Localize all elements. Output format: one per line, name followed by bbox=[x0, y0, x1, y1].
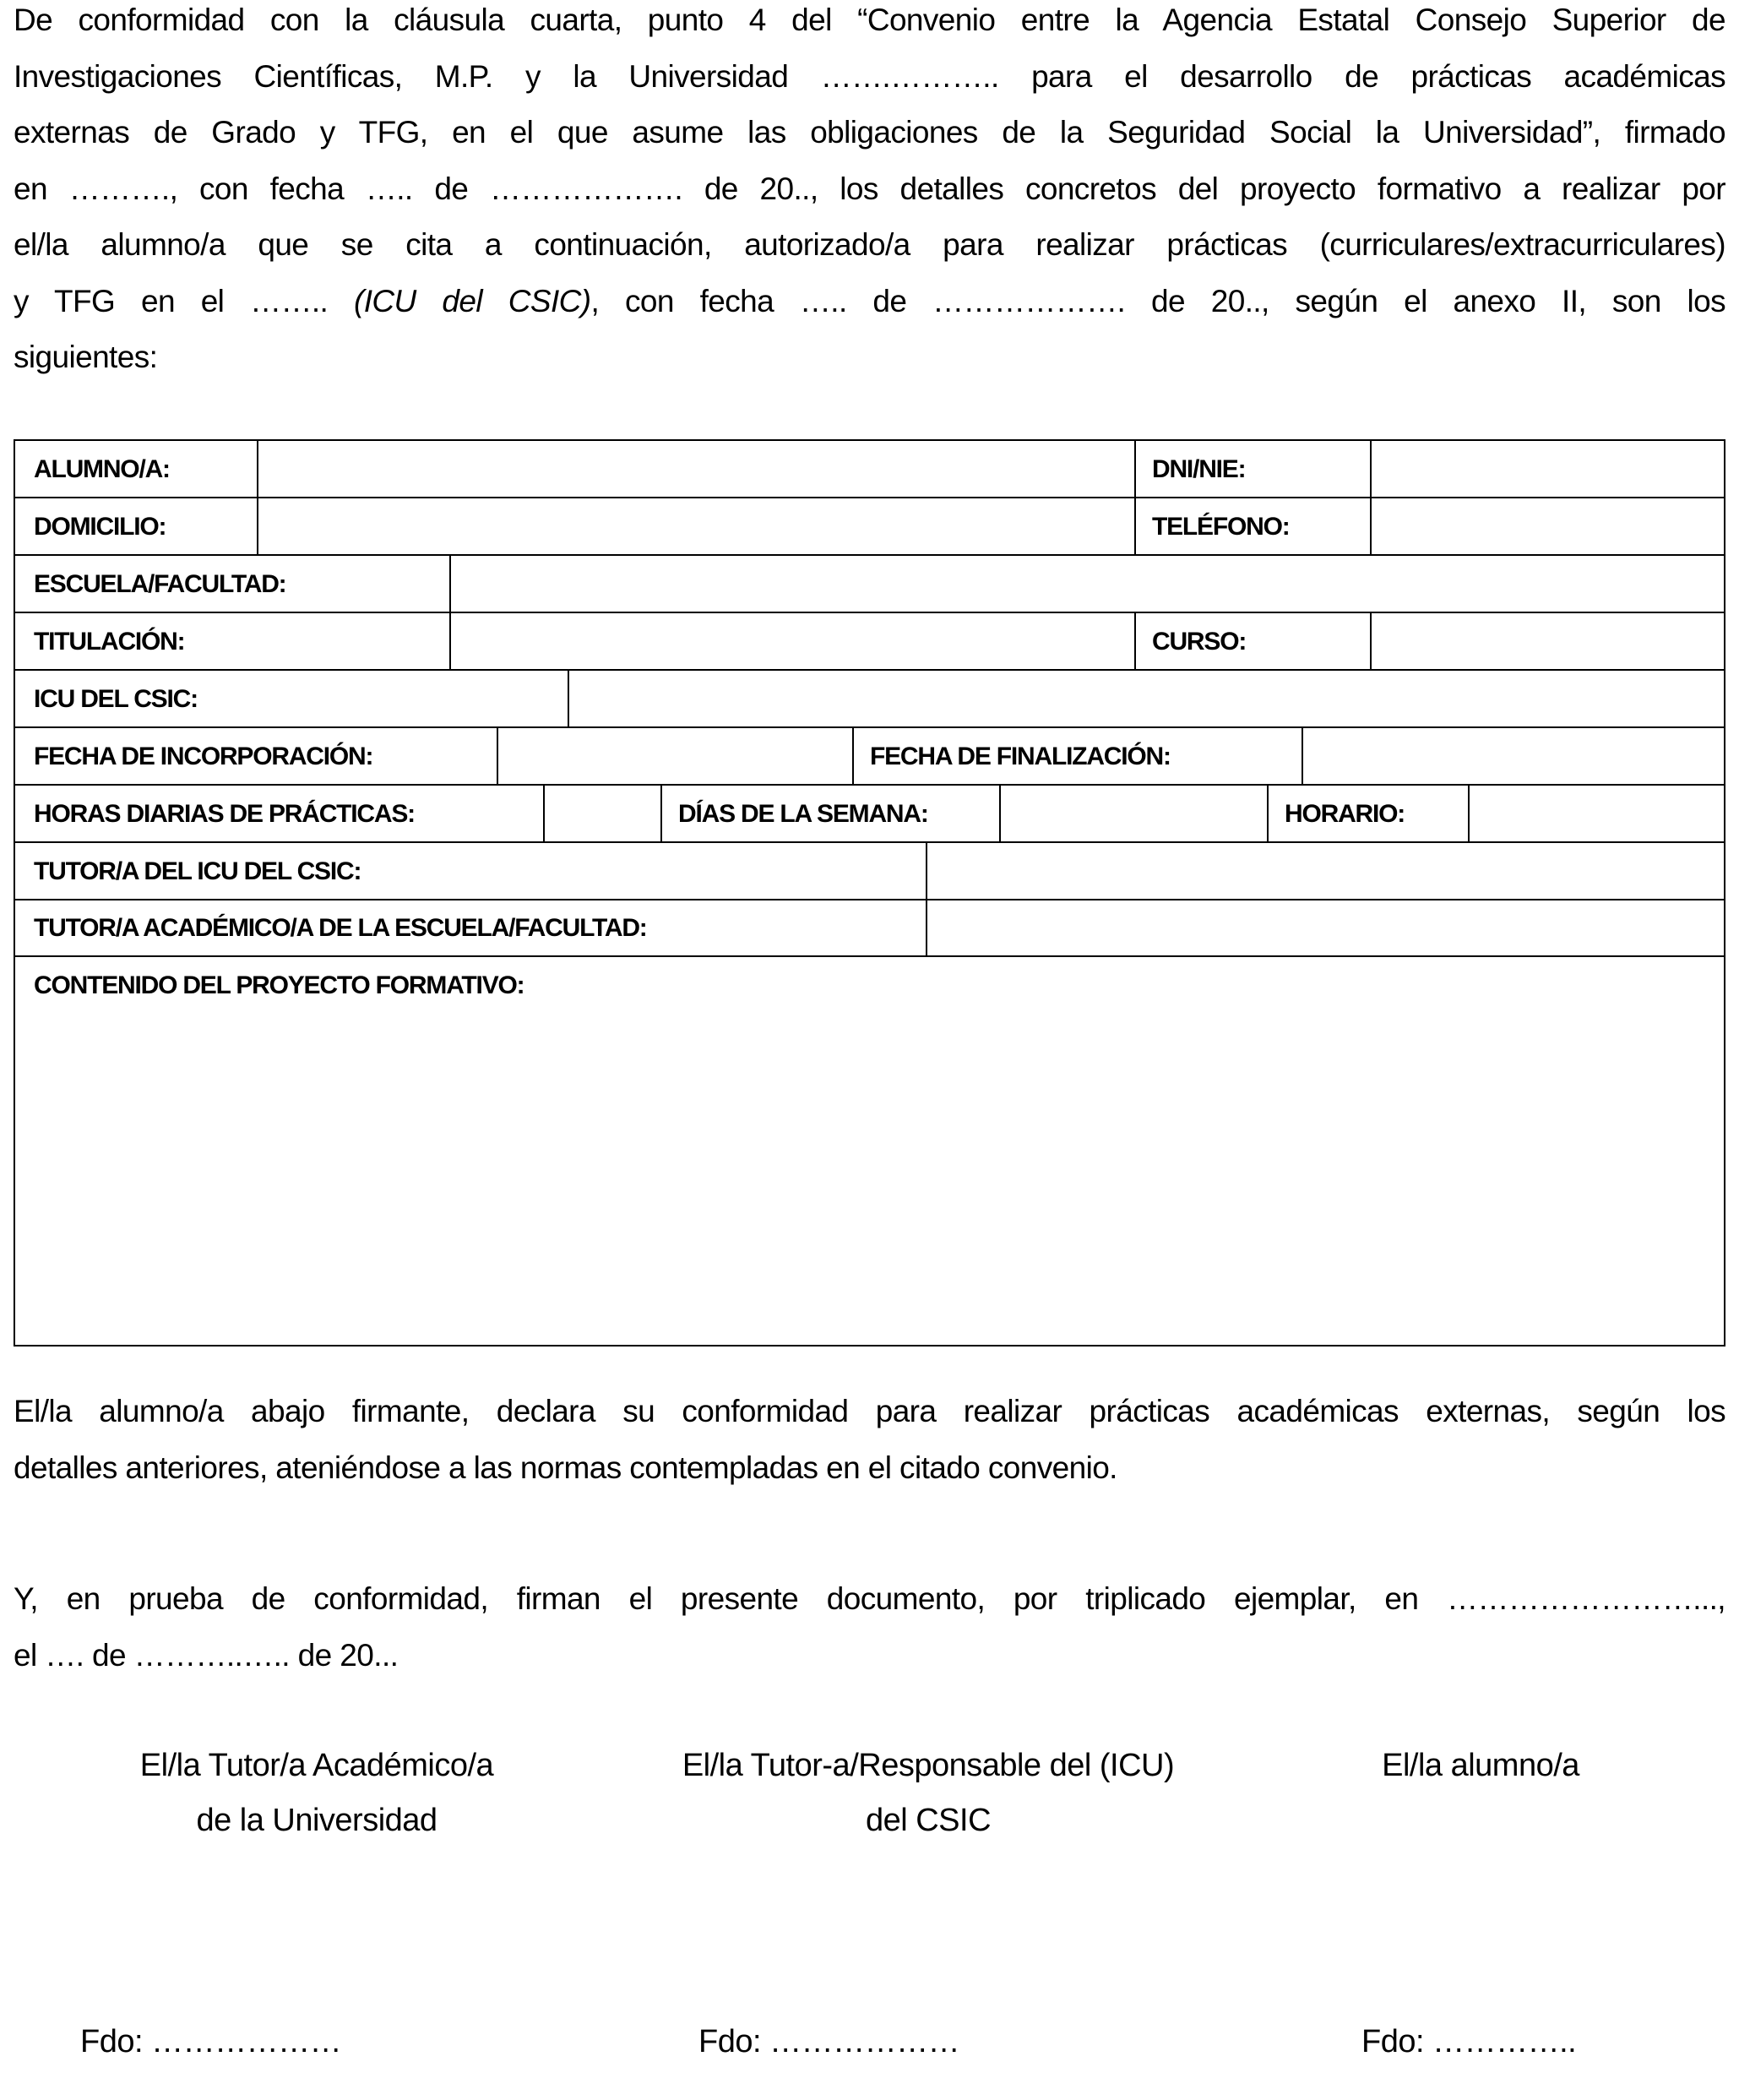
domicilio-field[interactable] bbox=[258, 498, 1134, 554]
signature-block-student bbox=[1185, 1738, 1739, 1793]
label-icu: ICU DEL CSIC: bbox=[34, 685, 198, 713]
signature-role: del CSIC bbox=[865, 1803, 992, 1838]
label-dias: DÍAS DE LA SEMANA: bbox=[678, 800, 928, 828]
proof-paragraph bbox=[14, 1571, 1725, 1684]
fecha-incorporacion-field[interactable] bbox=[498, 728, 852, 784]
label-telefono: TELÉFONO: bbox=[1152, 513, 1290, 541]
signature-line-academic-tutor: Fdo: ……………… bbox=[80, 2024, 342, 2059]
intro-line: Investigaciones Científicas, M.P. y la Universidad …….……….. para el desarrollo de prácticas académicas bbox=[14, 58, 1725, 94]
signature-block-icu-tutor bbox=[633, 1738, 1224, 1848]
intro-paragraph bbox=[14, 0, 1725, 386]
proof-line: Y, en prueba de conformidad, firman el presente documento, por triplicado ejemplar, en ……………………..., bbox=[14, 1581, 1725, 1616]
intro-line: y TFG en el …….. (ICU del CSIC), con fecha ….. de ………………. de 20.., según el anexo II, son los bbox=[14, 283, 1725, 318]
label-dni: DNI/NIE: bbox=[1152, 455, 1246, 483]
contenido-field[interactable] bbox=[15, 1015, 1724, 1345]
declaration-line: detalles anteriores, ateniéndose a las normas contempladas en el citado convenio. bbox=[14, 1450, 1117, 1485]
label-fecha-incorporacion: FECHA DE INCORPORACIÓN: bbox=[34, 743, 373, 770]
horario-field[interactable] bbox=[1470, 786, 1724, 841]
tutor-icu-field[interactable] bbox=[927, 843, 1724, 899]
label-alumno: ALUMNO/A: bbox=[34, 455, 170, 483]
tutor-academico-field[interactable] bbox=[927, 900, 1724, 955]
declaration-paragraph bbox=[14, 1384, 1725, 1496]
col-divider bbox=[1134, 612, 1136, 669]
icu-field[interactable] bbox=[569, 671, 1724, 726]
telefono-field[interactable] bbox=[1372, 498, 1724, 554]
intro-line: siguientes: bbox=[14, 340, 158, 374]
label-escuela: ESCUELA/FACULTAD: bbox=[34, 570, 286, 598]
intro-line: externas de Grado y TFG, en el que asume las obligaciones de la Seguridad Social la Universidad”, firmado bbox=[14, 115, 1725, 150]
dni-field[interactable] bbox=[1372, 441, 1724, 497]
alumno-field[interactable] bbox=[258, 441, 1134, 497]
col-divider bbox=[660, 784, 662, 841]
label-horas: HORAS DIARIAS DE PRÁCTICAS: bbox=[34, 800, 415, 828]
dias-field[interactable] bbox=[1001, 786, 1267, 841]
col-divider bbox=[852, 726, 854, 784]
label-domicilio: DOMICILIO: bbox=[34, 513, 166, 541]
label-tutor-icu: TUTOR/A DEL ICU DEL CSIC: bbox=[34, 857, 361, 885]
label-horario: HORARIO: bbox=[1285, 800, 1405, 828]
col-divider bbox=[1267, 784, 1269, 841]
label-tutor-academico: TUTOR/A ACADÉMICO/A DE LA ESCUELA/FACULTAD: bbox=[34, 914, 647, 942]
declaration-line: El/la alumno/a abajo firmante, declara su conformidad para realizar prácticas académicas externas, según los bbox=[14, 1394, 1725, 1428]
label-fecha-finalizacion: FECHA DE FINALIZACIÓN: bbox=[870, 743, 1171, 770]
training-project-form bbox=[14, 439, 1725, 1347]
icu-reference: (ICU del CSIC) bbox=[354, 283, 591, 318]
intro-line: en ………., con fecha ….. de ………………. de 20.., los detalles concretos del proyecto formativo a realizar por bbox=[14, 171, 1725, 206]
label-contenido: CONTENIDO DEL PROYECTO FORMATIVO: bbox=[34, 971, 524, 999]
curso-field[interactable] bbox=[1372, 613, 1724, 669]
titulacion-field[interactable] bbox=[451, 613, 1134, 669]
signature-line-student: Fdo: ………….. bbox=[1361, 2024, 1577, 2059]
signature-role: de la Universidad bbox=[196, 1803, 437, 1838]
signature-role: El/la Tutor-a/Responsable del (ICU) bbox=[682, 1748, 1175, 1783]
fecha-finalizacion-field[interactable] bbox=[1303, 728, 1724, 784]
signature-role: El/la Tutor/a Académico/a bbox=[139, 1748, 494, 1783]
intro-line: el/la alumno/a que se cita a continuación, autorizado/a para realizar prácticas (curriculares/extracurriculares) bbox=[14, 227, 1725, 262]
horas-field[interactable] bbox=[545, 786, 660, 841]
signature-block-academic-tutor bbox=[21, 1738, 612, 1848]
label-titulacion: TITULACIÓN: bbox=[34, 628, 185, 656]
label-curso: CURSO: bbox=[1152, 628, 1247, 656]
proof-line: el …. de ………..….. de 20... bbox=[14, 1637, 399, 1673]
signature-line-icu-tutor: Fdo: ……………… bbox=[698, 2024, 960, 2059]
signature-role: El/la alumno/a bbox=[1382, 1748, 1579, 1783]
intro-line: De conformidad con la cláusula cuarta, punto 4 del “Convenio entre la Agencia Estatal Consejo Superior de bbox=[14, 3, 1725, 37]
escuela-field[interactable] bbox=[451, 556, 1724, 612]
col-divider bbox=[1134, 441, 1136, 554]
